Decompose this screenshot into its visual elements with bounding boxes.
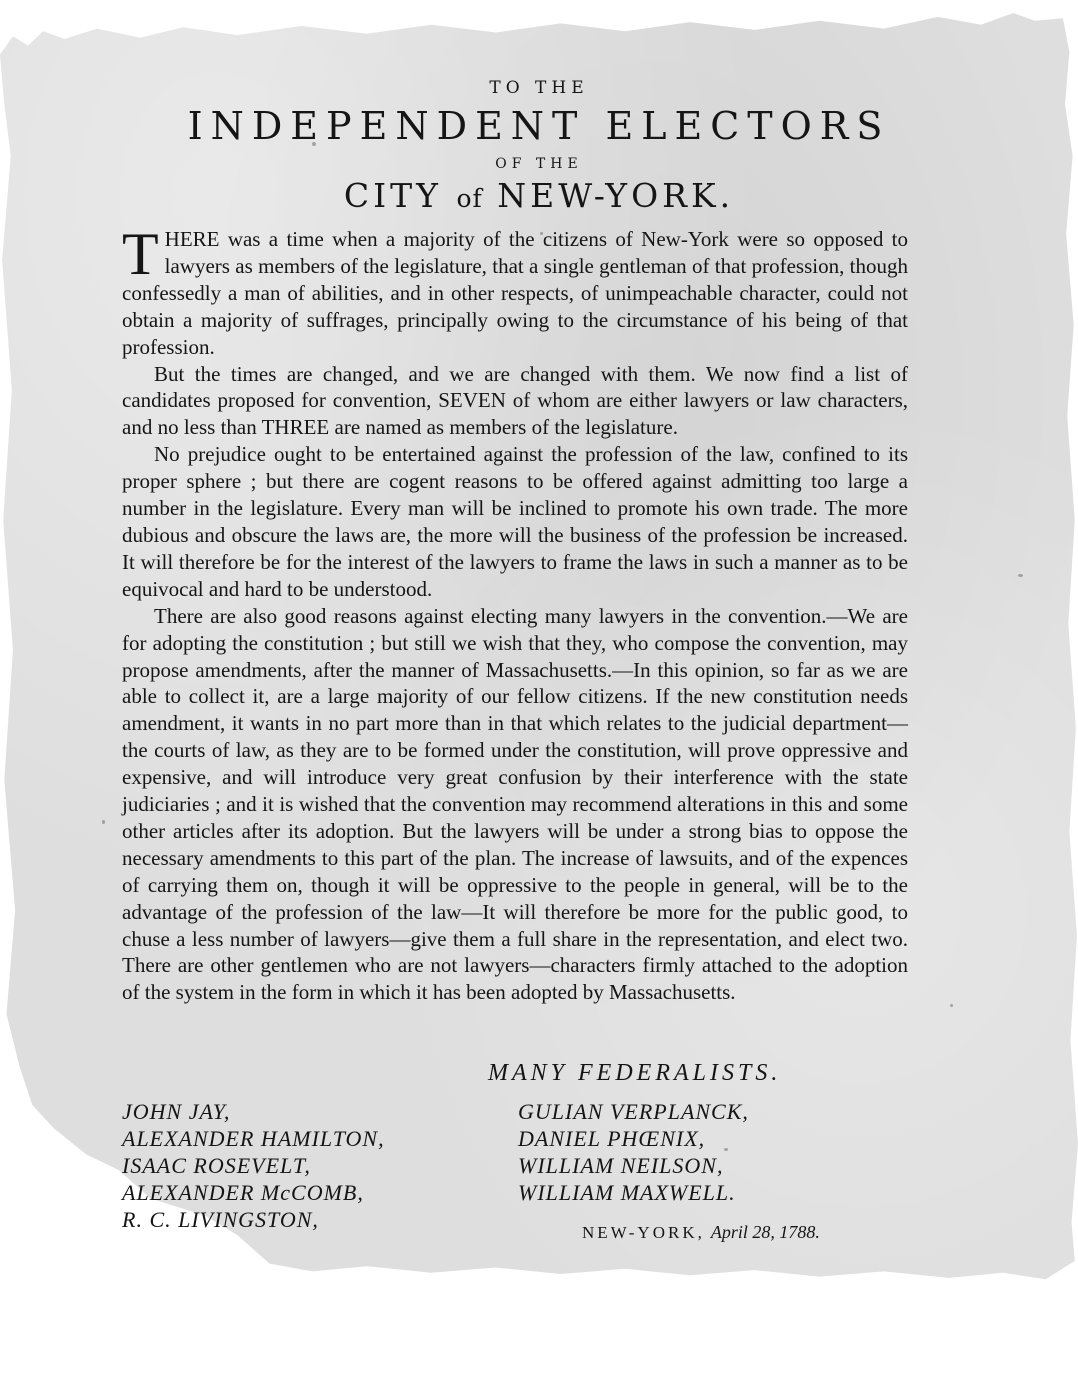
signatory-name: WILLIAM NEILSON, (518, 1153, 724, 1178)
body-text (122, 221, 908, 1006)
signatory-name: GULIAN VERPLANCK, (518, 1099, 749, 1124)
heading-to-the: TO THE (489, 78, 589, 98)
signatory-name: JOHN JAY, (122, 1099, 231, 1124)
heading-independent-electors: INDEPENDENT ELECTORS (187, 104, 891, 148)
signatory-name: ALEXANDER HAMILTON, (122, 1126, 385, 1151)
signatory-name: R. C. LIVINGSTON, (122, 1207, 319, 1232)
paper-speck (724, 1148, 728, 1151)
dateline (582, 1222, 820, 1243)
paper-speck (102, 820, 105, 824)
dateline-place: NEW-YORK, (582, 1223, 705, 1242)
paragraph-1: THERE was a time when a majority of the citizens of New-York were so opposed to lawyers as members of the legislature, that a single gentleman of that profession, though confessedly a man of abilities, and in other respects, of unimpeachable character, could not obtain a majority of suffrages, principally owing to the circumstance of his being of that profession. (122, 221, 908, 359)
paragraph-4: There are also good reasons against electing many lawyers in the convention.—We are for adopting the constitution ; but still we wish that they, who compose the convention, may propose amendments, after the manner of Massachusetts.—In this opinion, so far as we are able to collect it, are a large majority of our fellow citizens. If the new constitution needs amendment, it wants in no part more than in that which relates to the judicial department—the courts of law, as they are to be formed under the constitution, will prove oppressive and expensive, and will introduce very great confusion by their interference with the state judiciaries ; and it is wished that the convention may recommend alterations in this and some other articles after its adoption. But the lawyers will be under a strong bias to oppose the necessary amendments to this part of the plan. The increase of lawsuits, and of the expences of carrying them on, though it will be oppressive to the people in general, will be to the advantage of the profession of the law—It will therefore be more for the public good, to chuse a less number of lawyers—give them a full share in the representation, and elect two. There are other gentlemen who are not lawyers—characters firmly attached to the adoption of the system in the form in which it has been adopted by Massachusetts. (122, 603, 908, 1005)
paper-speck (312, 142, 316, 146)
signatory-name: WILLIAM MAXWELL. (518, 1180, 736, 1205)
heading-city-of-new-york (0, 176, 1078, 215)
paper-speck (540, 232, 543, 235)
signatory-name: ISAAC ROSEVELT, (122, 1153, 311, 1178)
paragraph-2: But the times are changed, and we are changed with them. We now find a list of candidates proposed for convention, SEVEN of whom are either lawyers or law characters, and no less than THREE are named as members of the legislature. (122, 361, 908, 440)
paper-speck (1018, 574, 1023, 577)
signatory-name: DANIEL PHŒNIX, (518, 1126, 706, 1151)
heading-new-york-part: NEW-YORK. (482, 176, 735, 215)
paper-speck (950, 1004, 953, 1007)
signatories-right-column (518, 1098, 749, 1206)
heading-of-the: OF THE (495, 156, 583, 172)
signoff-many-federalists: MANY FEDERALISTS. (488, 1060, 782, 1086)
heading-city-of: of (456, 184, 483, 213)
signatories-left-column (122, 1098, 385, 1233)
signatory-name: ALEXANDER McCOMB, (122, 1180, 364, 1205)
dateline-date: April 28, 1788. (710, 1222, 820, 1242)
heading-city-part: CITY (343, 176, 457, 215)
paragraph-3: No prejudice ought to be entertained against the profession of the law, confined to its proper sphere ; but there are cogent reasons to be offered against admitting too large a number in the legislature. Every man will be inclined to promote his own trade. The more dubious and obscure the laws are, the more will the business of the profession be increased. It will therefore be for the interest of the lawyers to frame the laws in such a manner as to be equivocal and hard to be understood. (122, 442, 908, 601)
